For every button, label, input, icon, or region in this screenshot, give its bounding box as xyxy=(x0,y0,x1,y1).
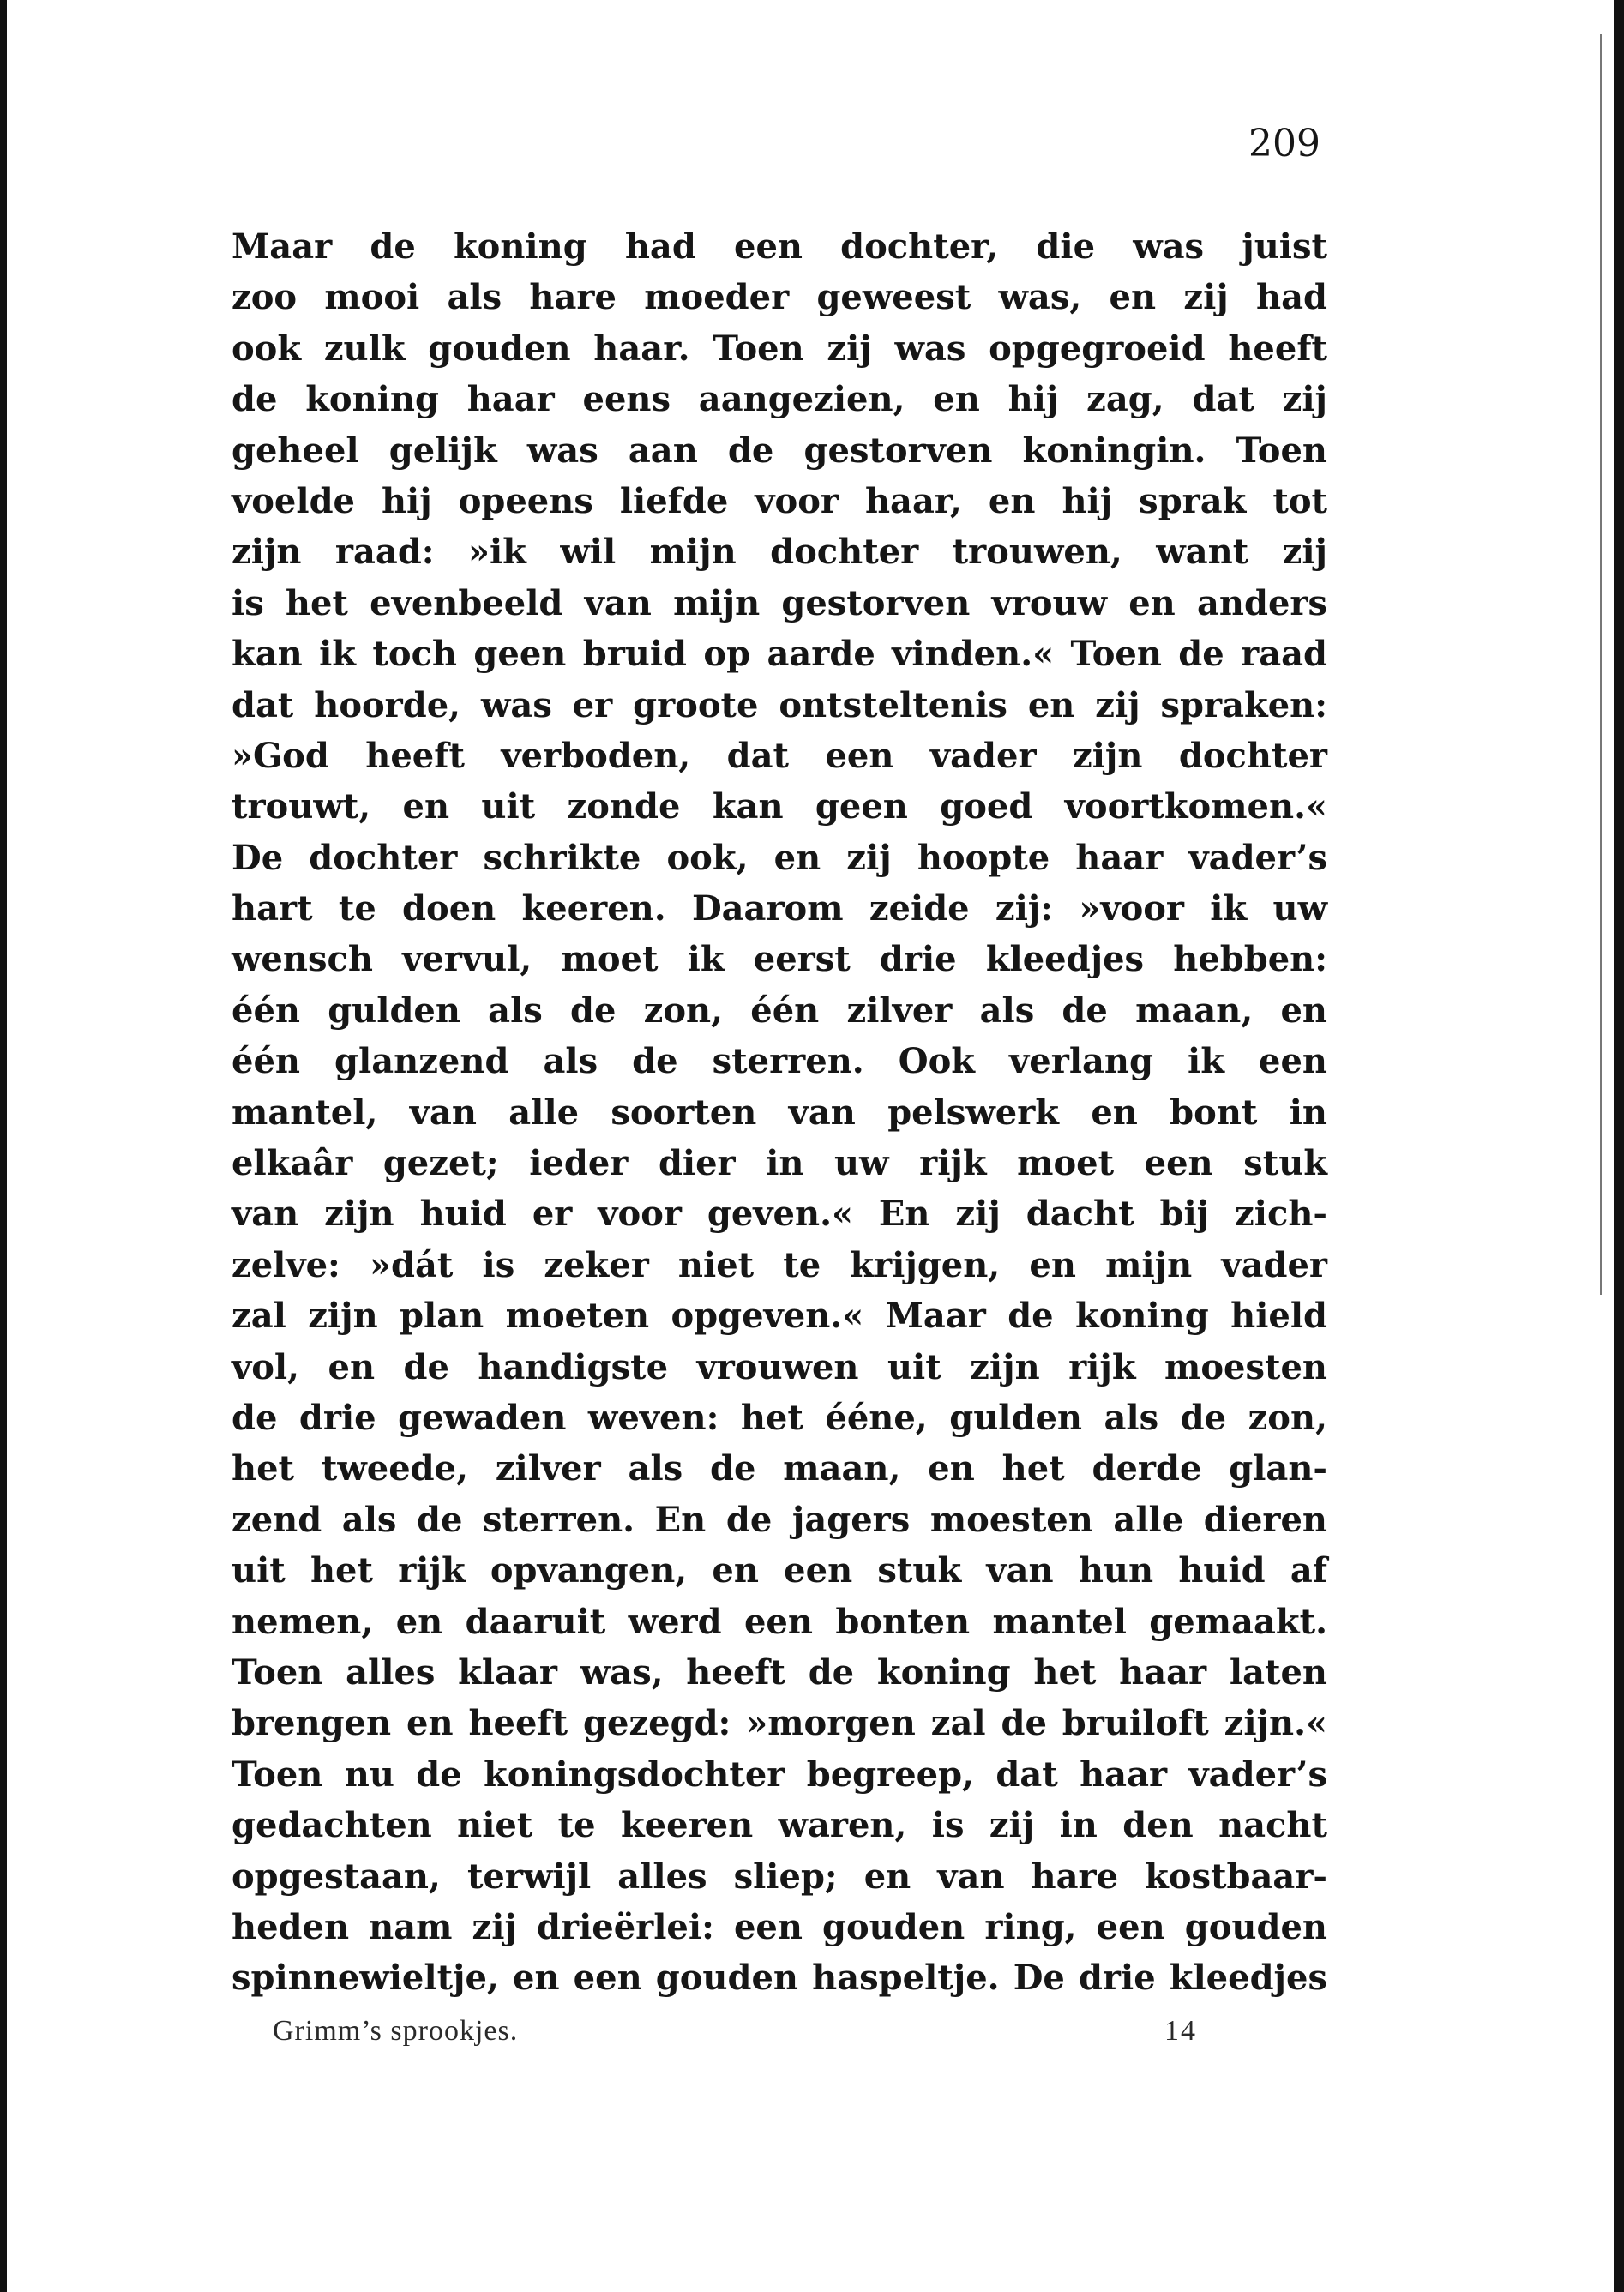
text-line: spinnewieltje, en een gouden haspeltje. De drie kleedjes xyxy=(232,1958,1327,1999)
text-line: één gulden als de zon, één zilver als de maan, en xyxy=(232,990,1327,1031)
text-line: van zijn huid er voor geven.« En zij dacht bij zich- xyxy=(232,1194,1327,1235)
text-line: mantel, van alle soorten van pelswerk en bont in xyxy=(232,1092,1327,1133)
text-line: zelve: »dát is zeker niet te krijgen, en mijn vader xyxy=(232,1244,1327,1285)
text-line: vol, en de handigste vrouwen uit zijn rijk moesten xyxy=(232,1346,1327,1387)
text-line: hart te doen keeren. Daarom zeide zij: »voor ik uw xyxy=(232,888,1327,929)
text-line: brengen en heeft gezegd: »morgen zal de bruiloft zijn.« xyxy=(232,1703,1327,1744)
text-line: het tweede, zilver als de maan, en het derde glan- xyxy=(232,1448,1327,1489)
text-line: ook zulk gouden haar. Toen zij was opgegroeid heeft xyxy=(232,328,1327,369)
text-line: gedachten niet te keeren waren, is zij in den nacht xyxy=(232,1805,1327,1846)
page-number: 209 xyxy=(1248,122,1320,165)
text-line: Maar de koning had een dochter, die was juist xyxy=(232,226,1327,267)
scan-left-edge xyxy=(0,0,7,2292)
text-line: voelde hij opeens liefde voor haar, en hij sprak tot xyxy=(232,480,1327,521)
text-line: zend als de sterren. En de jagers moesten alle dieren xyxy=(232,1499,1327,1540)
text-line: heden nam zij drieërlei: een gouden ring, een gouden xyxy=(232,1906,1327,1947)
text-line: geheel gelijk was aan de gestorven koningin. Toen xyxy=(232,430,1327,471)
body-text xyxy=(232,221,1327,2004)
text-line: nemen, en daaruit werd een bonten mantel gemaakt. xyxy=(232,1601,1327,1642)
footer-sheet-number: 14 xyxy=(1164,2015,1197,2047)
text-line: zijn raad: »ik wil mijn dochter trouwen, want zij xyxy=(232,532,1327,573)
text-line: kan ik toch geen bruid op aarde vinden.« Toen de raad xyxy=(232,634,1327,675)
text-line: dat hoorde, was er groote ontsteltenis en zij spraken: xyxy=(232,684,1327,725)
text-line: zoo mooi als hare moeder geweest was, en zij had xyxy=(232,277,1327,318)
text-line: Toen alles klaar was, heeft de koning het haar laten xyxy=(232,1651,1327,1693)
text-line: Toen nu de koningsdochter begreep, dat haar vader’s xyxy=(232,1754,1327,1795)
text-line: elkaâr gezet; ieder dier in uw rijk moet een stuk xyxy=(232,1143,1327,1184)
text-line: wensch vervul, moet ik eerst drie kleedjes hebben: xyxy=(232,939,1327,980)
text-line: zal zijn plan moeten opgeven.« Maar de koning hield xyxy=(232,1296,1327,1337)
text-line: trouwt, en uit zonde kan geen goed voortkomen.« xyxy=(232,786,1327,827)
scan-right-line xyxy=(1600,34,1602,1295)
scan-right-edge xyxy=(1614,0,1624,2292)
text-line: De dochter schrikte ook, en zij hoopte haar vader’s xyxy=(232,837,1327,878)
text-line: de koning haar eens aangezien, en hij zag, dat zij xyxy=(232,379,1327,420)
text-line: uit het rijk opvangen, en een stuk van hun huid af xyxy=(232,1550,1327,1591)
footer-signature: Grimm’s sprookjes. xyxy=(273,2015,519,2047)
text-line: is het evenbeeld van mijn gestorven vrouw en anders xyxy=(232,582,1327,623)
text-line: opgestaan, terwijl alles sliep; en van hare kostbaar- xyxy=(232,1856,1327,1897)
text-line: »God heeft verboden, dat een vader zijn dochter xyxy=(232,735,1327,776)
text-line: één glanzend als de sterren. Ook verlang ik een xyxy=(232,1041,1327,1082)
text-line: de drie gewaden weven: het ééne, gulden als de zon, xyxy=(232,1397,1327,1438)
